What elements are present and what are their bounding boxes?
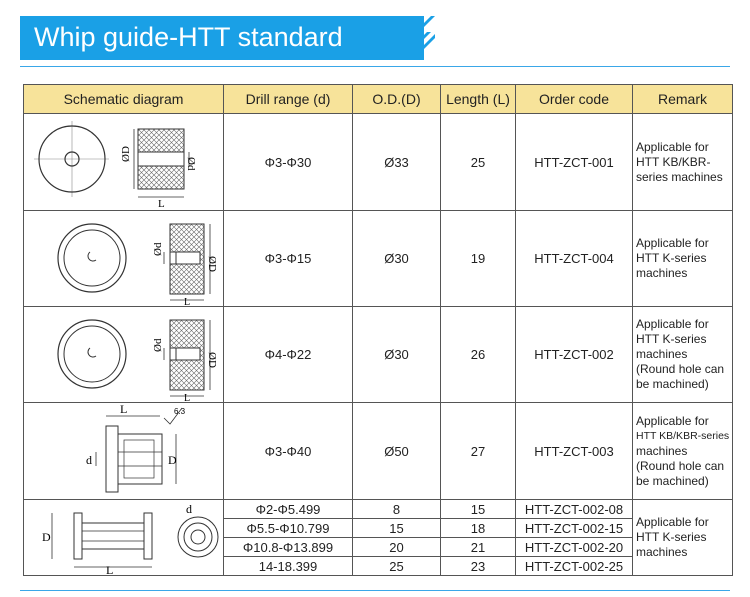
length-cell: 23 [441, 557, 516, 576]
drill-range-cell: Φ3-Φ15 [224, 211, 353, 307]
order-code-cell: HTT-ZCT-002-20 [516, 538, 633, 557]
od-cell: Ø30 [353, 211, 441, 307]
schematic-diagram-1 [24, 115, 223, 210]
table-row [24, 211, 733, 307]
col-header-code: Order code [516, 85, 633, 114]
remark-cell: Applicable for HTT K-series machines [633, 500, 733, 576]
length-label: L [158, 197, 165, 210]
length-label: L [184, 392, 191, 402]
schematic-diagram-3 [24, 308, 223, 402]
od-cell: 8 [353, 500, 441, 519]
drill-range-cell: Φ4-Φ22 [224, 307, 353, 403]
length-cell: 19 [441, 211, 516, 307]
order-code-cell: HTT-ZCT-002-08 [516, 500, 633, 519]
od-cell: 15 [353, 519, 441, 538]
page-title: Whip guide-HTT standard [34, 22, 343, 52]
remark-cell: Applicable for HTT K-series machines (Round hole can be machined) [633, 307, 733, 403]
od-cell: 20 [353, 538, 441, 557]
table-header-row [24, 85, 733, 114]
drill-range-cell: Φ3-Φ40 [224, 403, 353, 500]
bottom-rule [20, 590, 730, 591]
schematic-diagram-2 [24, 212, 223, 306]
spec-table [23, 84, 733, 576]
schematic-cell [24, 211, 224, 307]
order-code-cell: HTT-ZCT-002-15 [516, 519, 633, 538]
drill-range-cell: 14-18.399 [224, 557, 353, 576]
col-header-length: Length (L) [441, 85, 516, 114]
drill-range-cell: Φ5.5-Φ10.799 [224, 519, 353, 538]
length-cell: 25 [441, 114, 516, 211]
od-label: ØD [206, 255, 218, 272]
length-label: L [106, 562, 114, 575]
drill-range-cell: Φ2-Φ5.499 [224, 500, 353, 519]
order-code-cell: HTT-ZCT-003 [516, 403, 633, 500]
col-header-schematic: Schematic diagram [24, 85, 224, 114]
od-label: ØD [206, 351, 218, 368]
col-header-od: O.D.(D) [353, 85, 441, 114]
order-code-cell: HTT-ZCT-004 [516, 211, 633, 307]
d-label: Ød [152, 242, 164, 256]
table-row [24, 114, 733, 211]
length-cell: 15 [441, 500, 516, 519]
length-label: L [184, 296, 191, 306]
schematic-cell [24, 403, 224, 500]
drill-range-cell: Φ10.8-Φ13.899 [224, 538, 353, 557]
length-cell: 18 [441, 519, 516, 538]
order-code-cell: HTT-ZCT-002 [516, 307, 633, 403]
d-label: Ød [185, 156, 197, 170]
od-cell: 25 [353, 557, 441, 576]
order-code-cell: HTT-ZCT-002-25 [516, 557, 633, 576]
od-cell: Ø33 [353, 114, 441, 211]
length-cell: 21 [441, 538, 516, 557]
schematic-cell [24, 307, 224, 403]
remark-cell: Applicable for HTT K-series machines [633, 211, 733, 307]
d-label: d [186, 501, 192, 516]
col-header-remark: Remark [633, 85, 733, 114]
d-label: Ød [152, 338, 164, 352]
length-cell: 27 [441, 403, 516, 500]
od-cell: Ø30 [353, 307, 441, 403]
schematic-diagram-4 [24, 404, 223, 499]
length-label: L [120, 403, 128, 416]
table-row [24, 307, 733, 403]
col-header-drill: Drill range (d) [224, 85, 353, 114]
length-cell: 26 [441, 307, 516, 403]
schematic-cell [24, 114, 224, 211]
od-label: D [42, 529, 51, 544]
od-cell: Ø50 [353, 403, 441, 500]
d-label: d [86, 452, 92, 467]
table-row [24, 403, 733, 500]
banner-stripes [355, 16, 435, 60]
remark-cell: Applicable for HTT KB/KBR- series machines [633, 114, 733, 211]
top-rule [20, 66, 730, 67]
schematic-cell [24, 500, 224, 576]
drill-range-cell: Φ3-Φ30 [224, 114, 353, 211]
order-code-cell: HTT-ZCT-001 [516, 114, 633, 211]
od-label: D [168, 452, 177, 467]
remark-cell: Applicable for HTT KB/KBR-series machines (Round hole can be machined) [633, 403, 733, 500]
od-label: ØD [120, 145, 132, 162]
table-row [24, 500, 733, 519]
surface-finish-label: 6.3 [174, 406, 186, 416]
schematic-diagram-5 [24, 501, 223, 575]
